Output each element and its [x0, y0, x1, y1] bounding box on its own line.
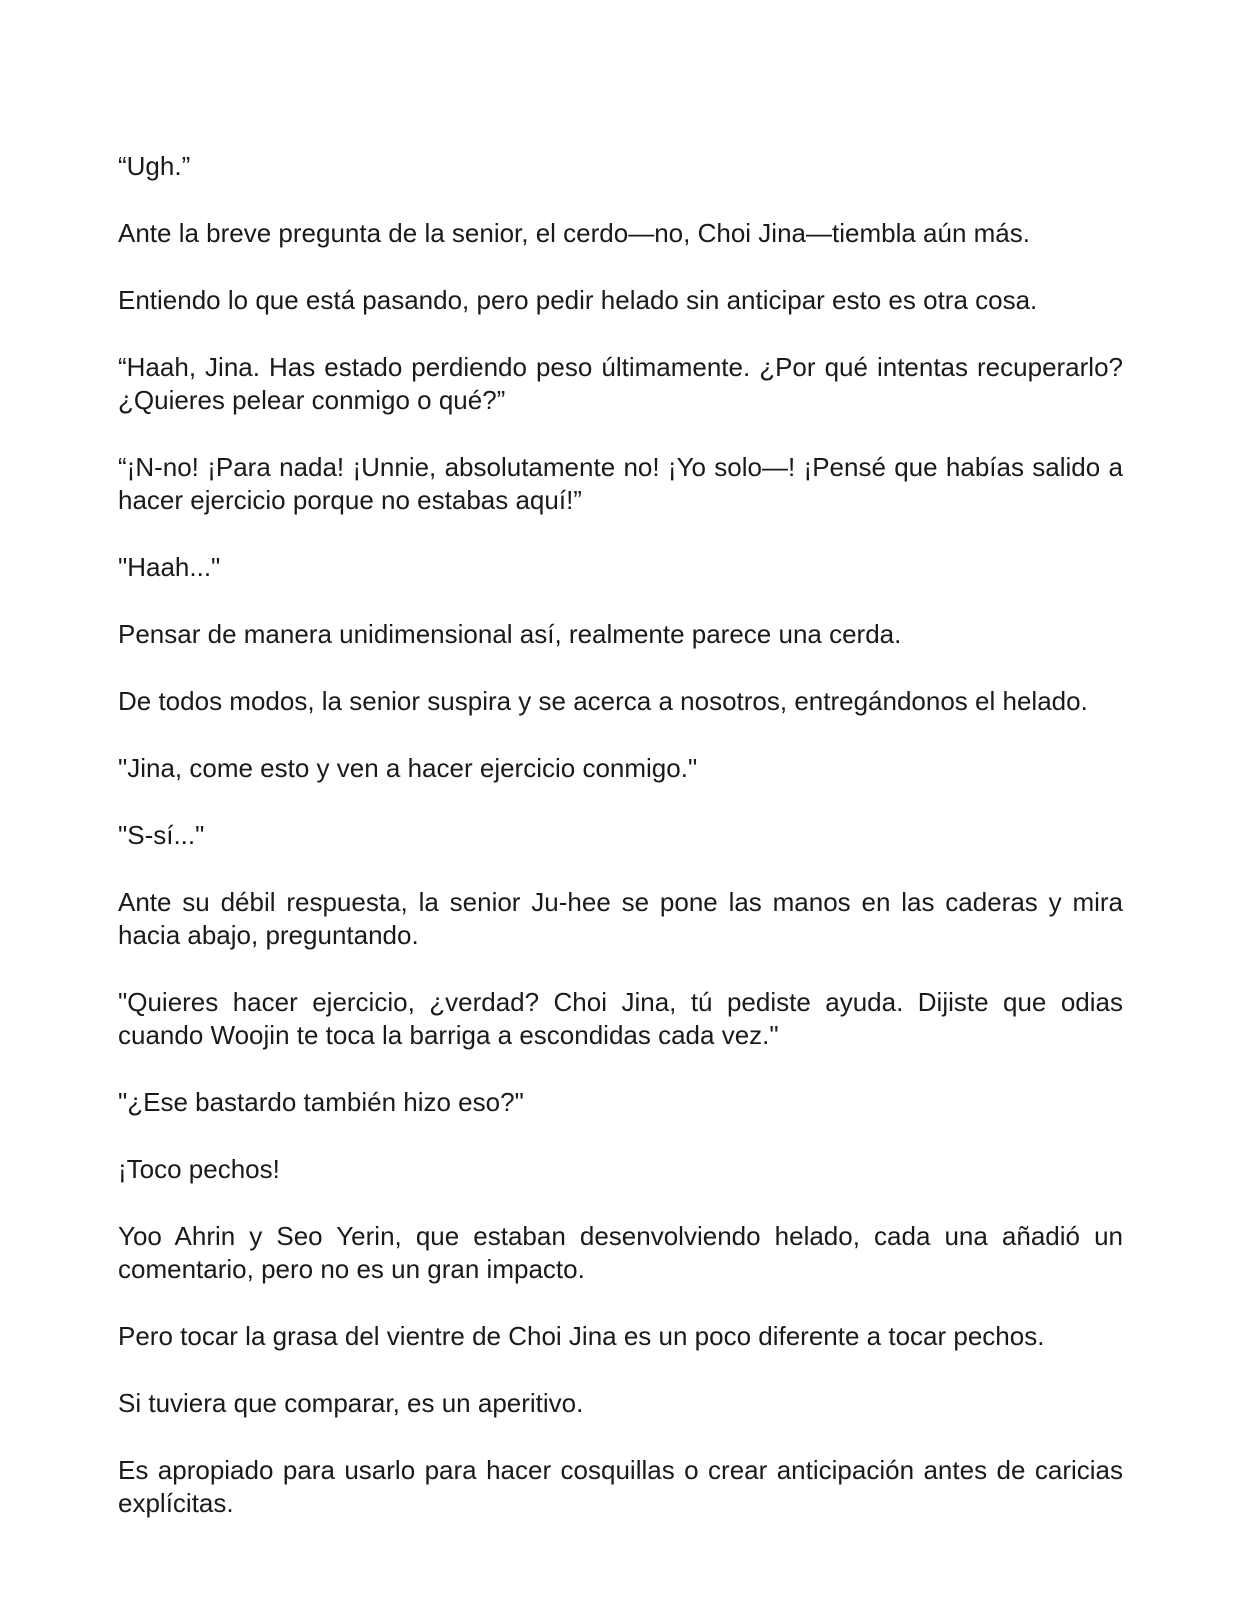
- paragraph: Yoo Ahrin y Seo Yerin, que estaban desenvolviendo helado, cada una añadió un comentario, pero no es un gran impacto.: [118, 1221, 1123, 1284]
- paragraph: “¡N-no! ¡Para nada! ¡Unnie, absolutamente no! ¡Yo solo—! ¡Pensé que habías salido a hacer ejercicio porque no estabas aquí!”: [118, 452, 1123, 515]
- paragraph: Ante la breve pregunta de la senior, el cerdo—no, Choi Jina—tiembla aún más.: [118, 218, 1030, 248]
- paragraph: De todos modos, la senior suspira y se acerca a nosotros, entregándonos el helado.: [118, 686, 1088, 716]
- paragraph: Ante su débil respuesta, la senior Ju-hee se pone las manos en las caderas y mira hacia abajo, preguntando.: [118, 887, 1123, 950]
- paragraph: Entiendo lo que está pasando, pero pedir helado sin anticipar esto es otra cosa.: [118, 285, 1038, 315]
- paragraph: "Quieres hacer ejercicio, ¿verdad? Choi Jina, tú pediste ayuda. Dijiste que odias cuando Woojin te toca la barriga a escondidas cada vez.": [118, 987, 1123, 1050]
- paragraph: "S-sí...": [118, 820, 205, 850]
- paragraph: ¡Toco pechos!: [118, 1154, 280, 1184]
- paragraph: Pero tocar la grasa del vientre de Choi Jina es un poco diferente a tocar pechos.: [118, 1321, 1045, 1351]
- paragraph: "¿Ese bastardo también hizo eso?": [118, 1087, 524, 1117]
- paragraph: Si tuviera que comparar, es un aperitivo.: [118, 1388, 584, 1418]
- paragraph: Es apropiado para usarlo para hacer cosquillas o crear anticipación antes de caricias explícitas.: [118, 1455, 1123, 1518]
- paragraph: “Ugh.”: [118, 151, 191, 181]
- paragraph: "Jina, come esto y ven a hacer ejercicio conmigo.": [118, 753, 698, 783]
- paragraph: "Haah...": [118, 552, 221, 582]
- paragraph: “Haah, Jina. Has estado perdiendo peso últimamente. ¿Por qué intentas recuperarlo? ¿Quieres pelear conmigo o qué?”: [118, 352, 1123, 415]
- document-body: [118, 150, 1123, 1554]
- paragraph: Pensar de manera unidimensional así, realmente parece una cerda.: [118, 619, 902, 649]
